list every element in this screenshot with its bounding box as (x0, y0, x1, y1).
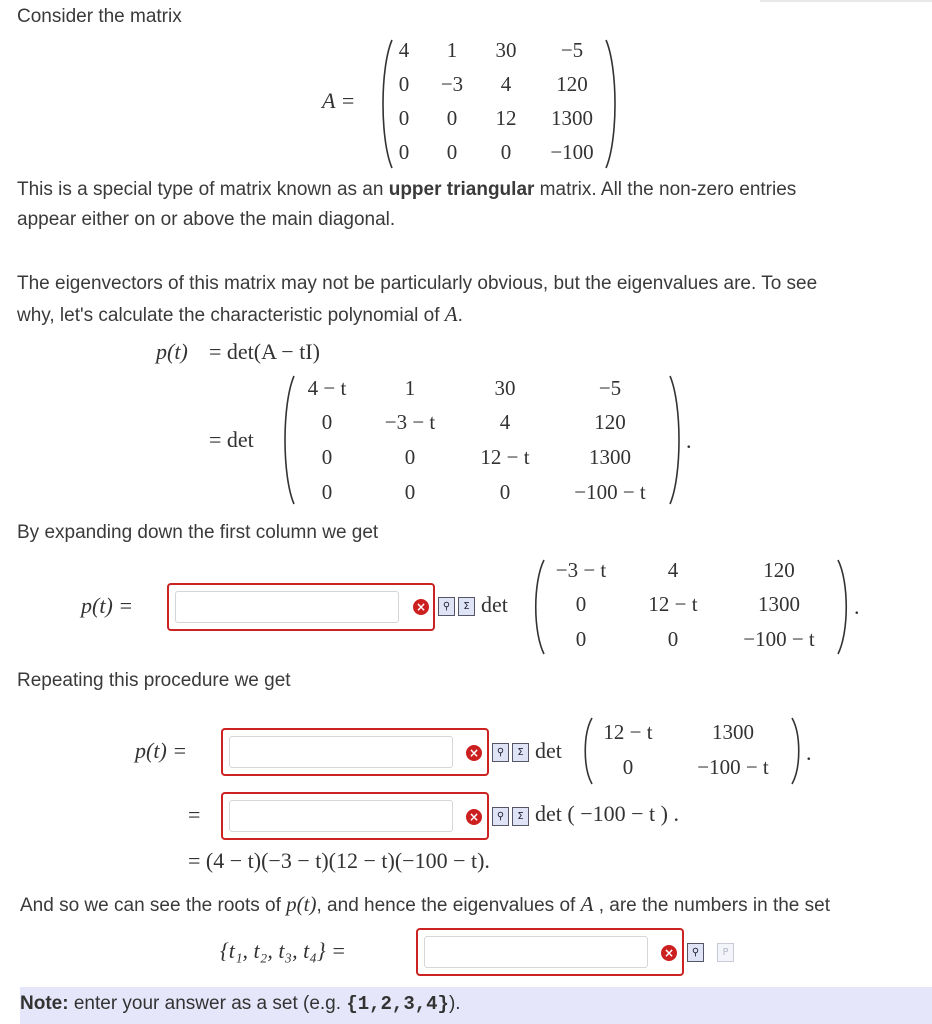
error-x-icon: × (466, 809, 482, 825)
matrix-cell: 0 (398, 106, 410, 130)
matrix-cell: 0 (398, 72, 410, 96)
matrix-cell: −3 (440, 72, 464, 96)
expand-text: By expanding down the first column we get (17, 522, 379, 543)
matrix-cell: 120 (556, 72, 588, 96)
step3-det-expr: det ( −100 − t ) . (535, 801, 679, 826)
matrix-cell: 0 (404, 480, 416, 504)
matrix-cell: 0 (321, 480, 333, 504)
note-box: Note: enter your answer as a set (e.g. {1,2,3,4}). (20, 987, 932, 1024)
left-paren (378, 38, 394, 170)
matrix-cell: 1 (404, 376, 416, 400)
note-label: Note: (20, 993, 69, 1014)
matrix-cell: −5 (560, 38, 584, 62)
repeat-text: Repeating this procedure we get (17, 670, 291, 691)
answer-input-set[interactable] (416, 928, 684, 976)
matrix-cell: 0 (575, 627, 587, 651)
right-paren (836, 558, 852, 656)
document-icon[interactable]: P (717, 943, 734, 962)
matrix-cell: 4 (500, 72, 512, 96)
step1-period: . (854, 594, 860, 619)
step1-lhs: p(t) = (81, 593, 134, 618)
matrix-cell: 0 (398, 140, 410, 164)
upper-triangular-term: upper triangular (388, 179, 535, 200)
matrix-cell: 12 − t (480, 445, 530, 469)
answer-field-2[interactable] (229, 736, 453, 768)
left-paren (530, 558, 546, 656)
matrix-cell: 0 (321, 445, 333, 469)
right-paren (790, 716, 804, 786)
step1-det: det (481, 592, 508, 617)
left-paren (580, 716, 594, 786)
preview-icon[interactable]: ⚲ (492, 807, 509, 826)
error-x-icon: × (466, 745, 482, 761)
matrix-cell: 30 (495, 38, 517, 62)
answer-input-2[interactable] (221, 728, 489, 776)
step2-period: . (806, 740, 812, 765)
matrix-cell: 0 (499, 480, 511, 504)
matrix-cell: 1300 (712, 720, 754, 744)
formula-editor-icon[interactable]: Σ (458, 597, 475, 616)
step2-lhs: p(t) = (135, 738, 188, 763)
matrix-cell: −5 (598, 376, 622, 400)
matrix-cell: 4 (667, 558, 679, 582)
matrix-cell: 0 (321, 410, 333, 434)
right-paren (604, 38, 620, 170)
preview-icon[interactable]: ⚲ (492, 743, 509, 762)
set-lhs: {t₁, t₂, t₃, t₄} = (220, 938, 346, 963)
conclusion-text: And so we can see the roots of p(t), and hence the eigenvalues of A , are the numbers in the set (20, 892, 830, 916)
eigen-paragraph: The eigenvectors of this matrix may not be particularly obvious, but the eigenvalues are. To see why, let's calculate the characteristic polynomial of A. (17, 273, 818, 326)
answer-field-set[interactable] (424, 936, 648, 968)
upper-triangular-paragraph: This is a special type of matrix known as an upper triangular matrix. All the non-zero entries appear either on or above the main diagonal. (17, 179, 797, 230)
left-paren (280, 374, 296, 506)
charpoly-eq2: = det (209, 427, 254, 452)
matrix-cell: 120 (763, 558, 795, 582)
answer-field-1[interactable] (175, 591, 399, 623)
matrix-cell: −100 (550, 140, 594, 164)
matrix-cell: −100 − t (743, 627, 815, 651)
step2-det: det (535, 738, 562, 763)
matrix-cell: 12 − t (648, 592, 698, 616)
matrix-cell: 0 (404, 445, 416, 469)
matrix-cell: −100 − t (574, 480, 646, 504)
charpoly-lhs: p(t) (156, 339, 188, 364)
step3-eq: = (188, 802, 201, 827)
matrix-cell: 0 (575, 592, 587, 616)
charpoly-period: . (686, 428, 692, 453)
formula-editor-icon[interactable]: Σ (512, 743, 529, 762)
intro-text: Consider the matrix (17, 6, 182, 27)
example-set: {1,2,3,4} (346, 993, 449, 1015)
matrix-cell: 1300 (589, 445, 631, 469)
matrix-cell: 1 (446, 38, 458, 62)
matrix-cell: −100 − t (697, 755, 769, 779)
matrix-cell: 1300 (758, 592, 800, 616)
formula-editor-icon[interactable]: Σ (512, 807, 529, 826)
matrix-cell: 12 (495, 106, 517, 130)
answer-input-3[interactable] (221, 792, 489, 840)
matrix-cell: 12 − t (603, 720, 653, 744)
matrix-cell: 0 (446, 106, 458, 130)
matrix-cell: −3 − t (555, 558, 607, 582)
matrix-cell: 0 (446, 140, 458, 164)
matrix-cell: 1300 (551, 106, 593, 130)
matrix-cell: 4 − t (307, 376, 347, 400)
preview-icon[interactable]: ⚲ (438, 597, 455, 616)
matrix-cell: 0 (500, 140, 512, 164)
error-x-icon: × (661, 945, 677, 961)
factored-polynomial: = (4 − t)(−3 − t)(12 − t)(−100 − t). (188, 848, 490, 873)
matrix-cell: 4 (499, 410, 511, 434)
preview-icon[interactable]: ⚲ (687, 943, 704, 962)
answer-input-1[interactable] (167, 583, 435, 631)
charpoly-eq1: = det(A − tI) (209, 339, 320, 364)
matrix-cell: 30 (494, 376, 516, 400)
right-paren (668, 374, 684, 506)
matrix-cell: 4 (398, 38, 410, 62)
matrix-a-label: A = (322, 88, 356, 113)
top-divider (760, 0, 932, 2)
matrix-cell: −3 − t (384, 410, 436, 434)
answer-field-3[interactable] (229, 800, 453, 832)
matrix-cell: 0 (622, 755, 634, 779)
error-x-icon: × (413, 599, 429, 615)
matrix-cell: 0 (667, 627, 679, 651)
matrix-cell: 120 (594, 410, 626, 434)
